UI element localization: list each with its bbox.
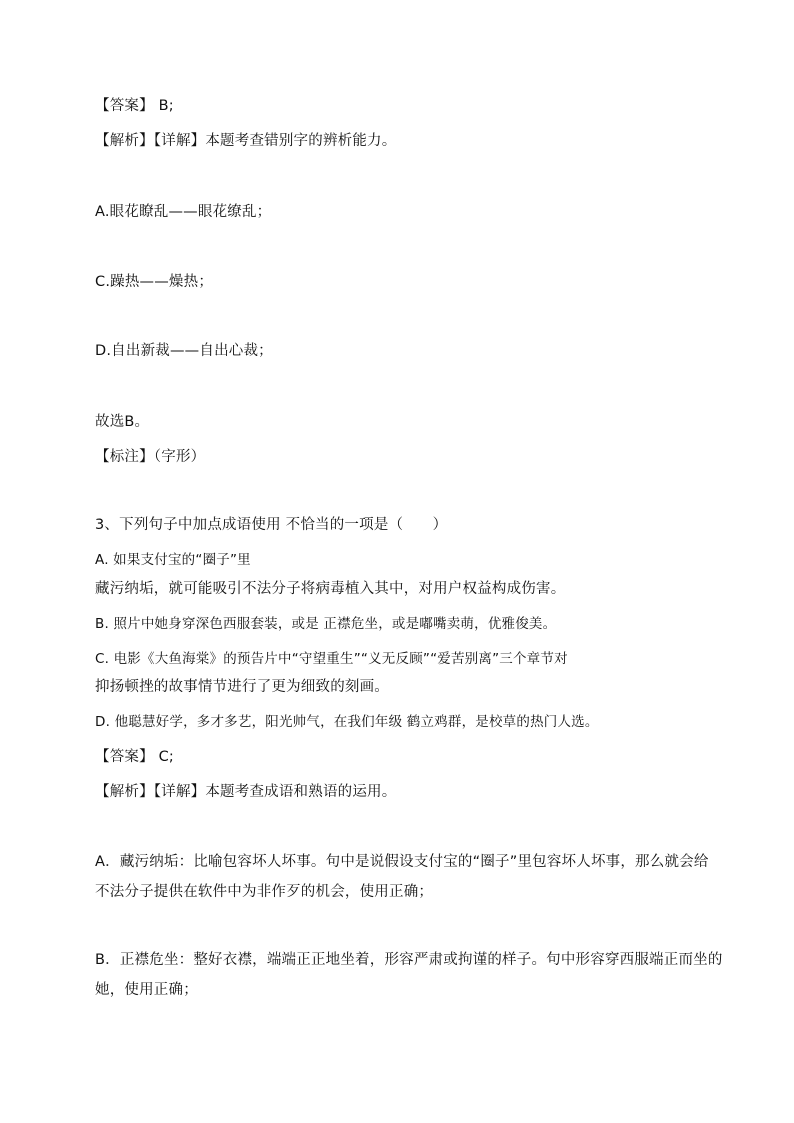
q3-option-c-line1: C. 电影《大鱼海棠》的预告片中“守望重生”“义无反顾”“爱苦别离”三个章节对 xyxy=(95,651,568,667)
q2-tag: 【标注】（字形） xyxy=(95,449,206,465)
q3-explain-a-line1: A．藏污纳垢：比喻包容坏人坏事。句中是说假设支付宝的“圈子”里包容坏人坏事，那么就会给 xyxy=(95,854,709,870)
q3-option-a-line2: 藏污纳垢，就可能吸引不法分子将病毒植入其中，对用户权益构成伤害。 xyxy=(95,581,566,597)
q2-item-a: A.眼花瞭乱——眼花缭乱； xyxy=(95,204,272,220)
q3-option-b: B. 照片中她身穿深色西服套装，或是 正襟危坐，或是嘟嘴卖萌，优雅俊美。 xyxy=(95,616,557,632)
q3-explain-b-line1: B．正襟危坐：整好衣襟，端端正正地坐着，形容严肃或拘谨的样子。句中形容穿西服端正而坐的 xyxy=(95,952,723,968)
q3-option-c-line2: 抑扬顿挫的故事情节进行了更为细致的刻画。 xyxy=(95,679,389,695)
q3-answer: 【答案】 C; xyxy=(95,749,175,765)
q3-stem: 3、下列句子中加点成语使用 不恰当的一项是（ ） xyxy=(95,517,448,533)
q3-explain-a-line2: 不法分子提供在软件中为非作歹的机会，使用正确； xyxy=(95,884,434,900)
q2-analysis: 【解析】【详解】本题考查错别字的辨析能力。 xyxy=(95,133,397,149)
q2-answer: 【答案】 B; xyxy=(95,98,174,114)
q2-item-d: D.自出新裁——自出心裁； xyxy=(95,343,273,359)
q2-item-c: C.躁热——燥热； xyxy=(95,274,214,290)
q3-explain-b-line2: 她，使用正确； xyxy=(95,982,198,998)
q3-analysis: 【解析】【详解】本题考查成语和熟语的运用。 xyxy=(95,784,397,800)
q3-option-a-line1: A. 如果支付宝的“圈子”里 xyxy=(95,552,251,568)
q3-option-d: D. 他聪慧好学，多才多艺，阳光帅气，在我们年级 鹤立鸡群，是校草的热门人选。 xyxy=(95,714,599,730)
q2-conclusion: 故选B。 xyxy=(95,414,150,430)
